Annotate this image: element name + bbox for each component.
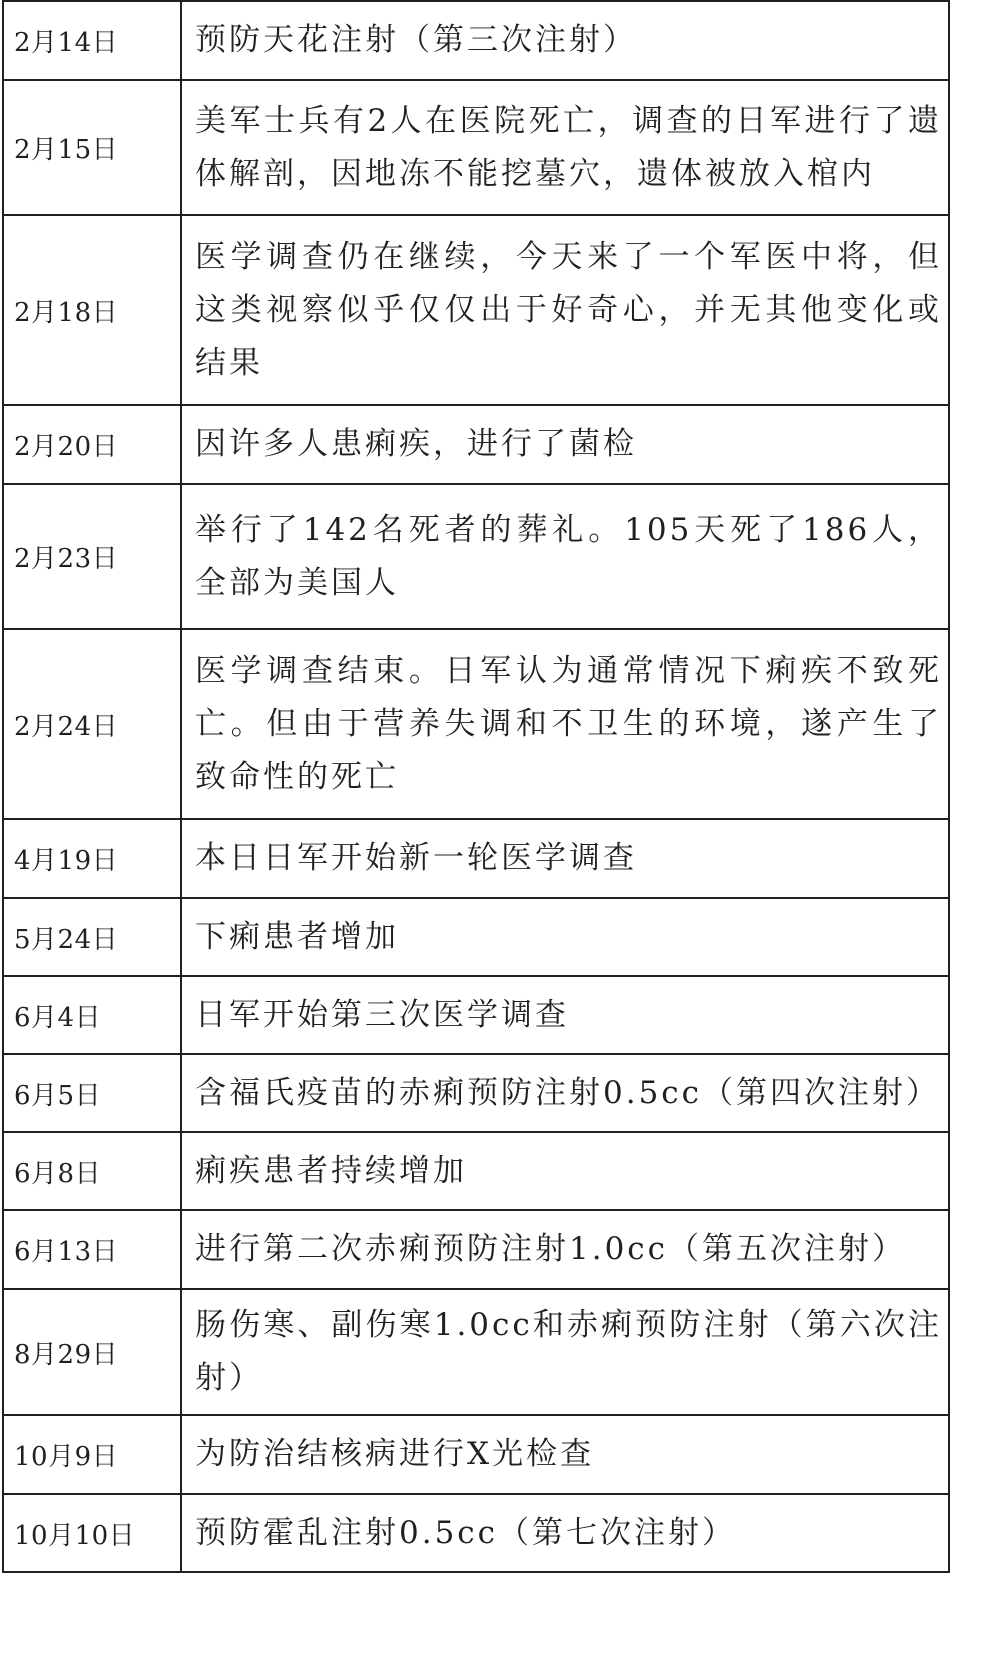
event-cell: 为防治结核病进行X光检查: [181, 1415, 949, 1494]
date-cell: 6月8日: [3, 1132, 181, 1210]
date-cell: 6月13日: [3, 1210, 181, 1289]
event-cell: 肠伤寒、副伤寒1.0cc和赤痢预防注射（第六次注射）: [181, 1289, 949, 1415]
date-cell: 2月18日: [3, 215, 181, 405]
date-cell: 10月9日: [3, 1415, 181, 1494]
event-cell: 美军士兵有2人在医院死亡，调查的日军进行了遗体解剖，因地冻不能挖墓穴，遗体被放入棺内: [181, 80, 949, 215]
chronology-table: [2, 0, 950, 1573]
event-cell: 医学调查仍在继续，今天来了一个军医中将，但这类视察似乎仅仅出于好奇心，并无其他变化或结果: [181, 215, 949, 405]
date-cell: 6月5日: [3, 1054, 181, 1132]
table-row: [3, 484, 949, 629]
table-row: [3, 1494, 949, 1572]
event-cell: 预防霍乱注射0.5cc（第七次注射）: [181, 1494, 949, 1572]
event-cell: 下痢患者增加: [181, 898, 949, 976]
date-cell: 8月29日: [3, 1289, 181, 1415]
table-row: [3, 1132, 949, 1210]
date-cell: 2月20日: [3, 405, 181, 484]
event-cell: 预防天花注射（第三次注射）: [181, 1, 949, 80]
date-cell: 2月23日: [3, 484, 181, 629]
table-row: [3, 1, 949, 80]
date-cell: 2月14日: [3, 1, 181, 80]
event-cell: 含福氏疫苗的赤痢预防注射0.5cc（第四次注射）: [181, 1054, 949, 1132]
date-cell: 5月24日: [3, 898, 181, 976]
table-row: [3, 976, 949, 1054]
table-row: [3, 1289, 949, 1415]
date-cell: 2月15日: [3, 80, 181, 215]
event-cell: 因许多人患痢疾，进行了菌检: [181, 405, 949, 484]
date-cell: 10月10日: [3, 1494, 181, 1572]
table-row: [3, 1054, 949, 1132]
event-cell: 进行第二次赤痢预防注射1.0cc（第五次注射）: [181, 1210, 949, 1289]
table-row: [3, 1415, 949, 1494]
table-row: [3, 898, 949, 976]
table-row: [3, 1210, 949, 1289]
date-cell: 6月4日: [3, 976, 181, 1054]
table-row: [3, 629, 949, 819]
date-cell: 4月19日: [3, 819, 181, 898]
date-cell: 2月24日: [3, 629, 181, 819]
event-cell: 举行了142名死者的葬礼。105天死了186人，全部为美国人: [181, 484, 949, 629]
table-row: [3, 215, 949, 405]
event-cell: 本日日军开始新一轮医学调查: [181, 819, 949, 898]
table-row: [3, 819, 949, 898]
event-cell: 医学调查结束。日军认为通常情况下痢疾不致死亡。但由于营养失调和不卫生的环境，遂产生了致命性的死亡: [181, 629, 949, 819]
event-cell: 日军开始第三次医学调查: [181, 976, 949, 1054]
event-cell: 痢疾患者持续增加: [181, 1132, 949, 1210]
table-row: [3, 80, 949, 215]
table-row: [3, 405, 949, 484]
